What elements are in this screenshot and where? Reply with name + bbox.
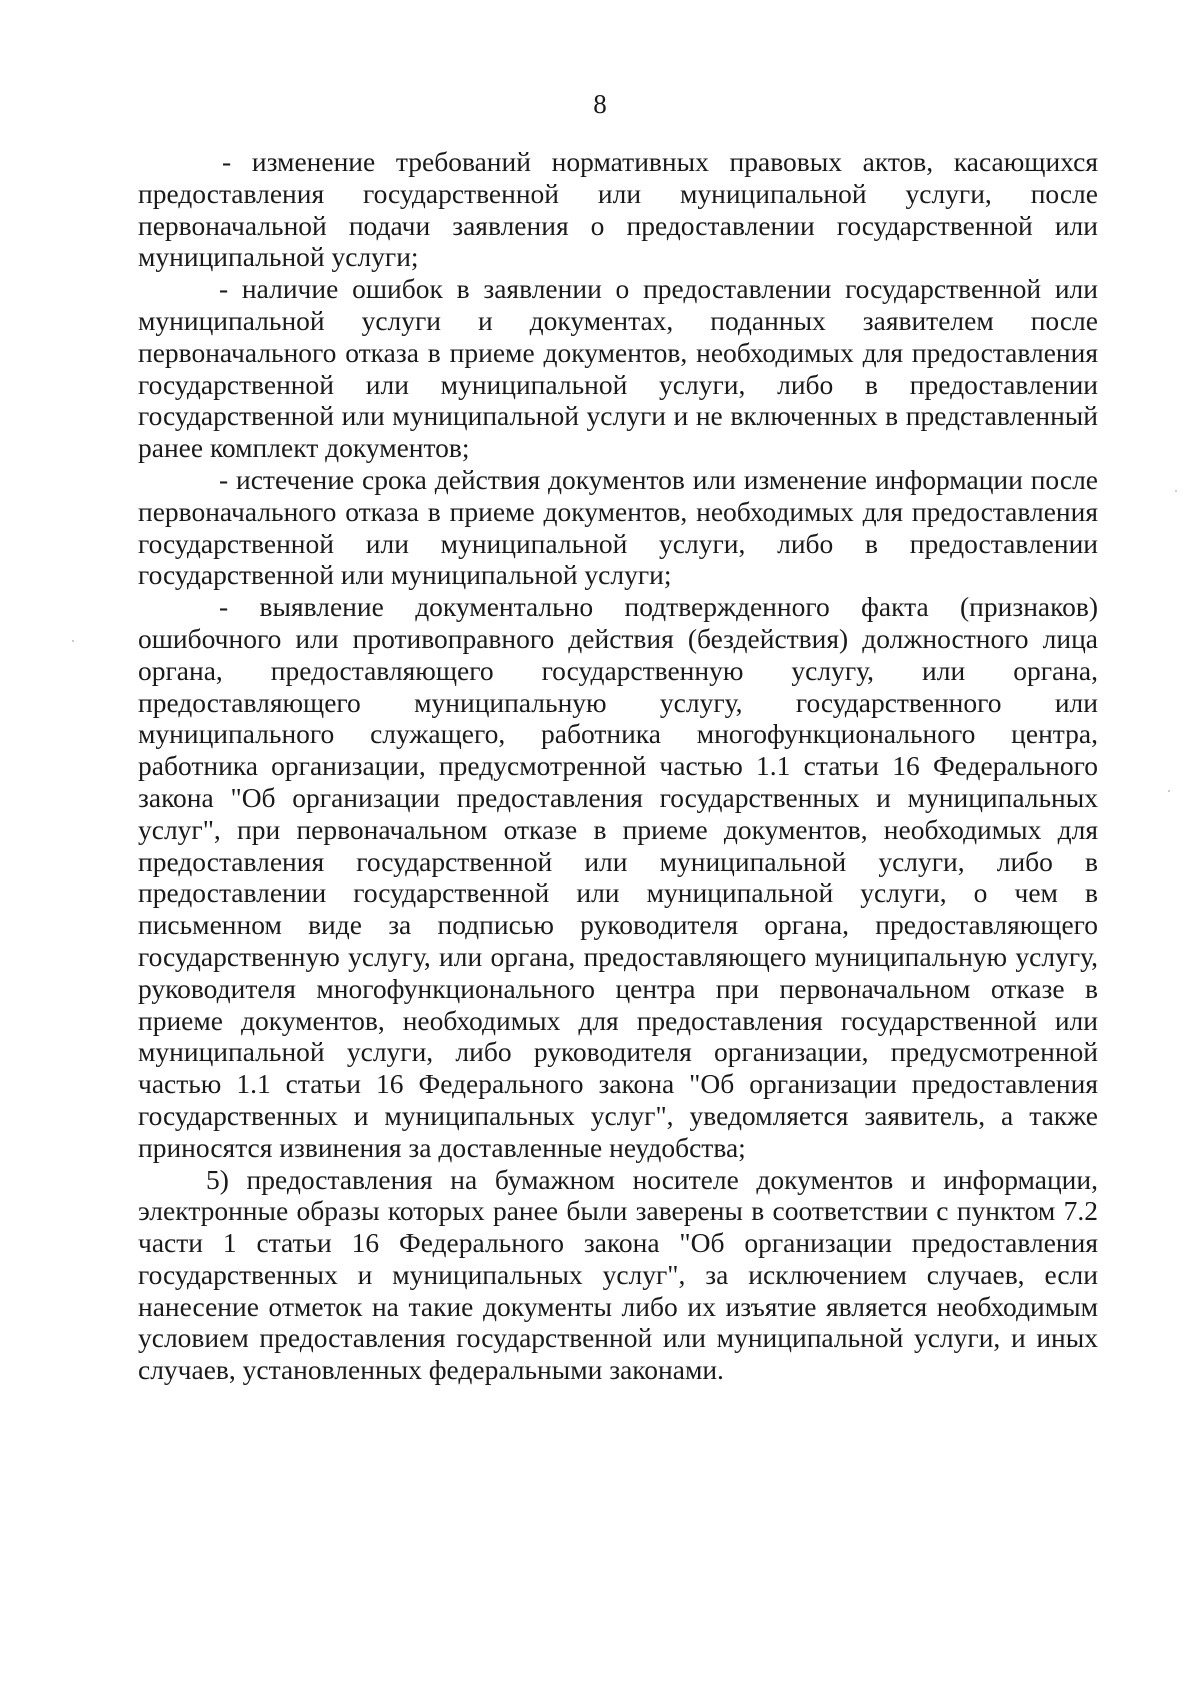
paragraph-documents-expiry: - истечение срока действия документов или изменение информации после первоначального отказа в приеме документов, необходимых для предоставления государственной или муниципальной услуги, либо в предоставлении государственной или муниципальной услуги;: [138, 463, 1098, 591]
page-number: 8: [593, 89, 607, 119]
paragraph-requirements-change: - изменение требований нормативных правовых актов, касающихся предоставления государственной или муниципальной услуги, после первоначальной подачи заявления о предоставлении государственной или муниципальной услуги;: [138, 146, 1098, 273]
paragraph-application-errors: - наличие ошибок в заявлении о предоставлении государственной или муниципальной услуги и документах, поданных заявителем после первоначального отказа в приеме документов, необходимых для предоставления государственной или муниципальной услуги, либо в предоставлении государственной или муниципальной услуги и не включенных в представленный ранее комплект документов;: [138, 273, 1098, 464]
scan-speck: [1175, 490, 1177, 492]
scan-speck: [72, 640, 74, 642]
paragraph-item-5: 5) предоставления на бумажном носителе документов и информации, электронные образы которых ранее были заверены в соответствии с пунктом 7.2 части 1 статьи 16 Федерального закона "Об организации предоставления государственных и муниципальных услуг", за исключением случаев, если нанесение отметок на такие документы либо их изъятие является необходимым условием предоставления государственной или муниципальной услуги, и иных случаев, установленных федеральными законами.: [138, 1163, 1098, 1386]
paragraph-official-error: - выявление документально подтвержденного факта (признаков) ошибочного или противоправного действия (бездействия) должностного лица органа, предоставляющего государственную услугу, или органа, предоставляющего муниципальную услугу, государственного или муниципального служащего, работника многофункционального центра, работника организации, предусмотренной частью 1.1 статьи 16 Федерального закона "Об организации предоставления государственных и муниципальных услуг", при первоначальном отказе в приеме документов, необходимых для предоставления государственной или муниципальной услуги, либо в предоставлении государственной или муниципальной услуги, о чем в письменном виде за подписью руководителя органа, предоставляющего государственную услугу, или органа, предоставляющего муниципальную услугу, руководителя многофункционального центра при первоначальном отказе в приеме документов, необходимых для предоставления государственной или муниципальной услуги, либо руководителя организации, предусмотренной частью 1.1 статьи 16 Федерального закона "Об организации предоставления государственных и муниципальных услуг", уведомляется заявитель, а также приносятся извинения за доставленные неудобства;: [138, 591, 1098, 1163]
body-text: [138, 146, 1098, 1386]
scan-speck: [1168, 790, 1170, 792]
